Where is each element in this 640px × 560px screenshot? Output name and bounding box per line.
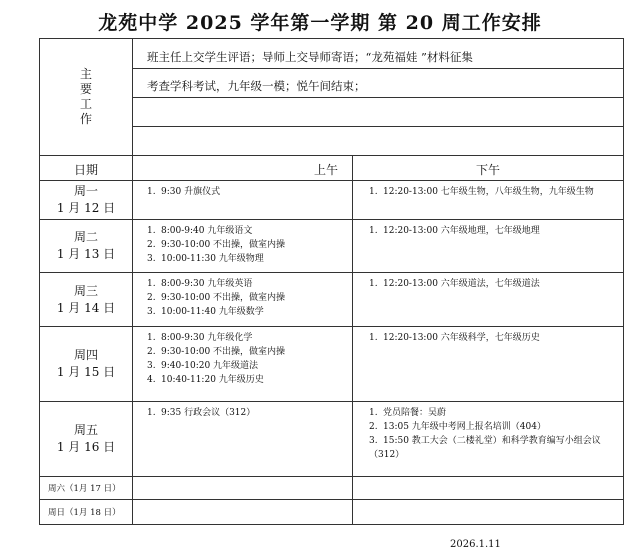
am-cell	[133, 273, 353, 327]
day-row	[40, 220, 624, 273]
day-row	[40, 181, 624, 220]
page-title: 龙苑中学 2025 学年第一学期 第 20 周工作安排	[98, 12, 542, 34]
list-item: 1. 12:20-13:00 六年级科学，七年级历史	[369, 333, 540, 343]
pm-cell	[353, 402, 624, 477]
am-cell	[133, 500, 353, 525]
day-row	[40, 327, 624, 402]
day-label: 周二 1 月 13 日	[40, 220, 133, 273]
am-cell	[133, 402, 353, 477]
main-work-line-3	[133, 98, 624, 127]
list-item: 4. 10:40-11:20 九年级历史	[147, 375, 264, 385]
main-work-line-4	[133, 127, 624, 156]
weekend-row	[40, 500, 624, 525]
header-pm: 下午	[353, 156, 624, 181]
pm-cell	[353, 273, 624, 327]
pm-cell	[353, 500, 624, 525]
main-work-label: 主 要 工 作	[40, 39, 133, 156]
list-item: 1. 8:00-9:30 九年级化学	[147, 333, 253, 343]
pm-cell	[353, 181, 624, 220]
list-item: 2. 9:30-10:00 不出操，做室内操	[147, 347, 286, 357]
saturday-label: 周六（1月 17 日）	[40, 477, 133, 500]
main-work-line-2: 考查学科考试，九年级一模；悦午间结束；	[133, 69, 624, 98]
list-item: 1. 12:20-13:00 六年级地理，七年级地理	[369, 226, 540, 236]
pm-cell	[353, 477, 624, 500]
footer-date: 2026.1.11	[450, 539, 501, 550]
pm-cell	[353, 327, 624, 402]
list-item: 3. 10:00-11:40 九年级数学	[147, 307, 264, 317]
list-item: 2. 9:30-10:00 不出操，做室内操	[147, 293, 286, 303]
list-item: 3. 9:40-10:20 九年级道法	[147, 361, 259, 371]
day-label: 周三 1 月 14 日	[40, 273, 133, 327]
list-item: 2. 9:30-10:00 不出操，做室内操	[147, 240, 286, 250]
am-cell	[133, 181, 353, 220]
list-item: 1. 9:35 行政会议（312）	[147, 408, 256, 418]
header-am: 上午	[133, 156, 353, 181]
pm-cell	[353, 220, 624, 273]
list-item: 3. 10:00-11:30 九年级物理	[147, 254, 264, 264]
schedule-table	[39, 38, 624, 525]
list-item: 2. 13:05 九年级中考网上报名培训（404）	[369, 422, 546, 432]
day-label: 周五 1 月 16 日	[40, 402, 133, 477]
header-date: 日期	[40, 156, 133, 181]
day-label: 周一 1 月 12 日	[40, 181, 133, 220]
day-row	[40, 273, 624, 327]
sunday-label: 周日（1月 18 日）	[40, 500, 133, 525]
main-work-line-1: 班主任上交学生评语；导师上交导师寄语；“龙苑福娃 ”材料征集	[133, 39, 624, 69]
list-item: 1. 8:00-9:40 九年级语文	[147, 226, 253, 236]
list-item: 1. 党员陪餐：吴蔚	[369, 408, 447, 418]
list-item: 1. 9:30 升旗仪式	[147, 187, 221, 197]
list-item: 3. 15:50 教工大会（二楼礼堂）和科学教育编写小组会议（312）	[369, 436, 601, 460]
list-item: 1. 8:00-9:30 九年级英语	[147, 279, 253, 289]
am-cell	[133, 220, 353, 273]
am-cell	[133, 327, 353, 402]
weekend-row	[40, 477, 624, 500]
am-cell	[133, 477, 353, 500]
day-row	[40, 402, 624, 477]
list-item: 1. 12:20-13:00 七年级生物，八年级生物，九年级生物	[369, 187, 594, 197]
list-item: 1. 12:20-13:00 六年级道法，七年级道法	[369, 279, 540, 289]
day-label: 周四 1 月 15 日	[40, 327, 133, 402]
